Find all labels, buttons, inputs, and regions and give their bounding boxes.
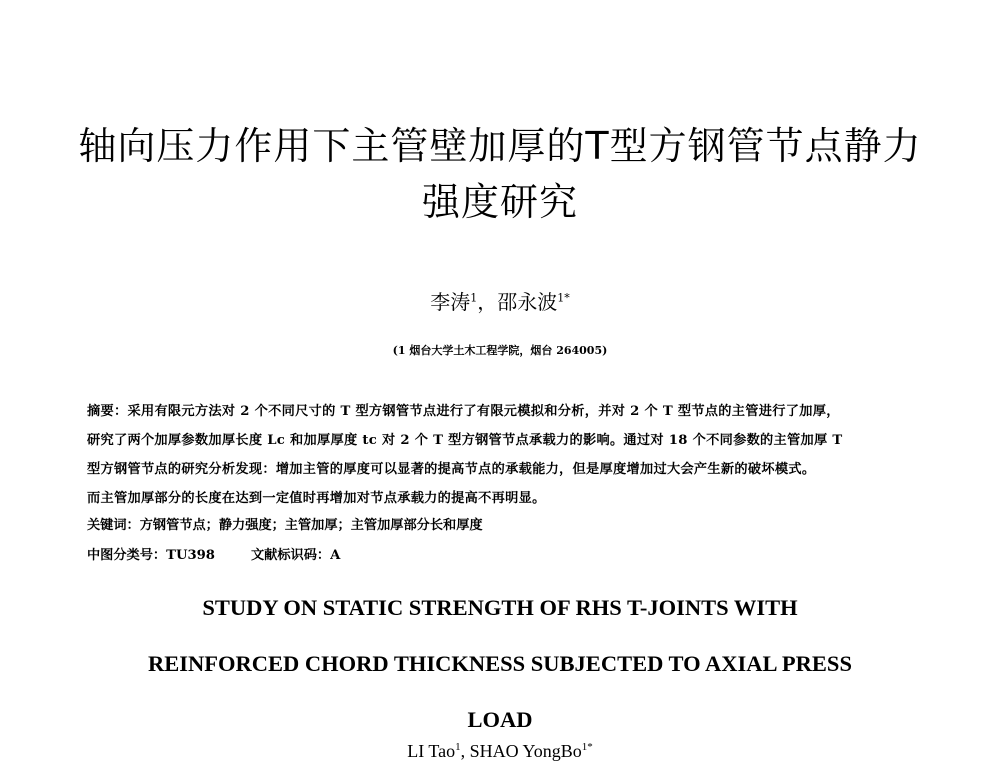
author-shao-yongbo-en-affil-mark: 1* [581,741,593,753]
author-separator: ， [477,290,498,314]
chinese-title-line-2: 强度研究 [421,180,578,224]
author-li-tao-affil-mark: 1 [470,291,478,305]
chinese-title-line-1: 轴向压力作用下主管壁加厚的T型方钢管节点静力 [78,124,922,168]
abstract-label: 摘要： [87,404,128,419]
doc-code-label: 文献标识码： [250,548,331,563]
english-title [40,580,960,748]
clc-label: 中图分类号： [87,548,167,563]
chinese-affiliation: (1 烟台大学土木工程学院，烟台 264005) [392,344,608,357]
author-shao-yongbo-cn: 邵永波 [497,290,558,314]
author-shao-yongbo-en: SHAO YongBo [469,741,582,761]
english-title-line-2: REINFORCED CHORD THICKNESS SUBJECTED TO AXIAL PRESS [148,651,852,676]
clc-value: TU398 [166,548,215,563]
author-li-tao-en: LI Tao [407,741,456,761]
chinese-authors [0,288,1000,316]
chinese-title [60,118,940,230]
keywords-text: 方钢管节点；静力强度；主管加厚；主管加厚部分长和厚度 [139,518,483,533]
author-separator-en: , [460,741,470,761]
english-title-line-1: STUDY ON STATIC STRENGTH OF RHS T-JOINTS WITH [202,595,798,620]
abstract-line-1 [87,397,917,426]
classification-row [87,543,340,569]
abstract-line-4: 而主管加厚部分的长度在达到一定值时再增加对节点承载力的提高不再明显。 [87,491,546,506]
abstract-line-2: 研究了两个加厚参数加厚长度 Lc 和加厚厚度 tc 对 2 个 T 型方钢管节点承载力的影响。通过对 18 个不同参数的主管加厚 T [87,433,843,448]
english-authors [0,739,1000,763]
chinese-abstract [87,397,917,513]
abstract-text-1: 采用有限元方法对 2 个不同尺寸的 T 型方钢管节点进行了有限元模拟和分析，并对 2 个 T 型节点的主管进行了加厚， [127,404,840,419]
keywords-label: 关键词： [87,518,140,533]
author-shao-yongbo-affil-mark: 1* [557,291,570,305]
doc-code-value: A [330,548,341,563]
chinese-keywords [87,513,483,539]
author-li-tao-en-affil-mark: 1 [455,741,461,753]
abstract-line-3: 型方钢管节点的研究分析发现：增加主管的厚度可以显著的提高节点的承载能力，但是厚度增加过大会产生新的破坏模式。 [87,462,816,477]
author-li-tao-cn: 李涛 [430,290,471,314]
english-title-line-3: LOAD [467,707,533,732]
